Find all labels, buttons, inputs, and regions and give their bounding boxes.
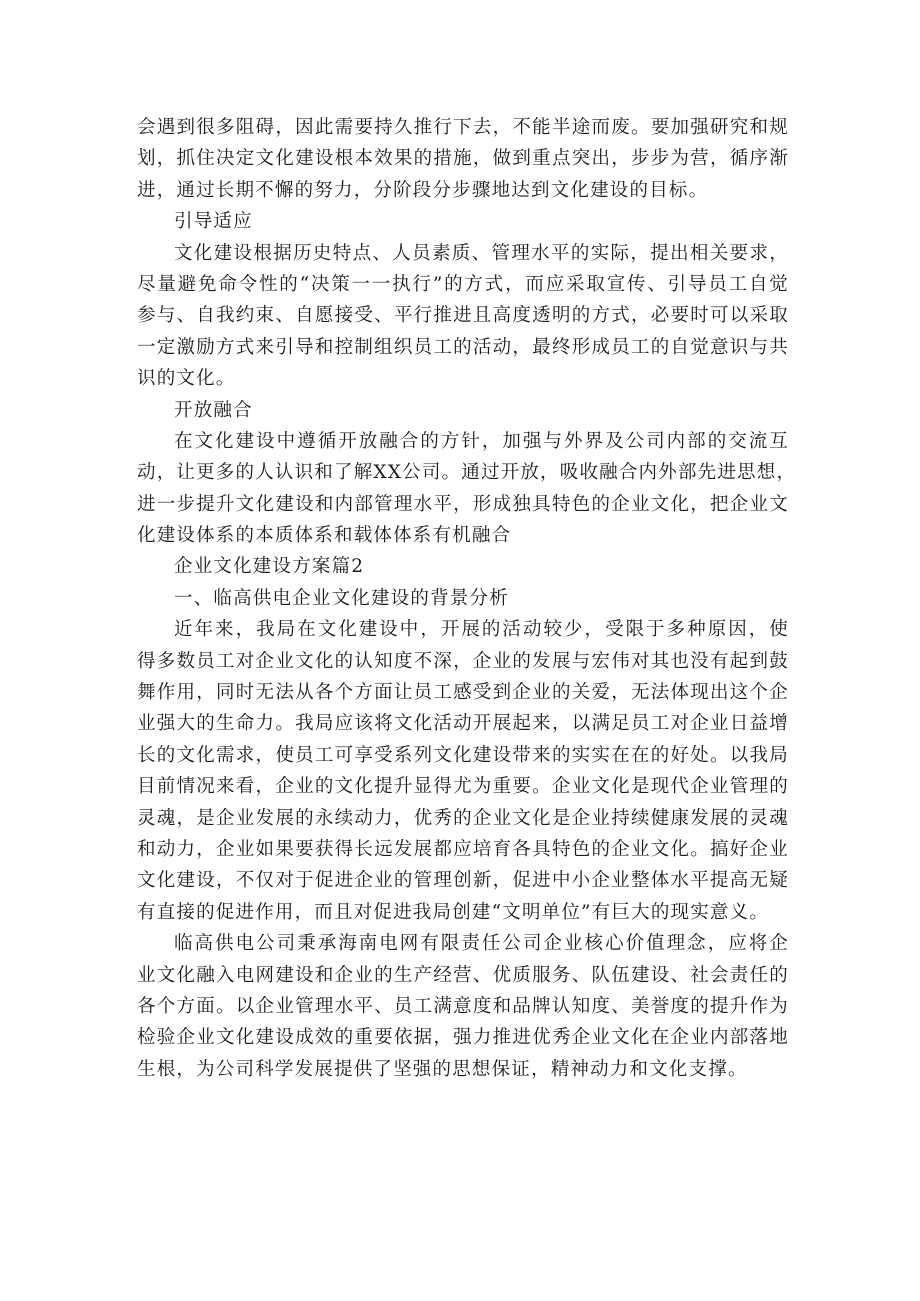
body-text-line: 各个方面。以企业管理水平、员工满意度和品牌认知度、美誉度的提升作为 (137, 995, 789, 1017)
body-text-line: 一定激励方式来引导和控制组织员工的活动，最终形成员工的自觉意识与共 (137, 336, 789, 358)
document-body (137, 112, 797, 1085)
body-text-line: 会遇到很多阻碍，因此需要持久推行下去，不能半途而废。要加强研究和规 (137, 117, 789, 138)
section-heading: 一、临高供电企业文化建设的背景分析 (174, 587, 509, 609)
body-text-line: 尽量避免命令性的“决策一一执行”的方式，而应采取宣传、引导员工自觉 (137, 273, 789, 295)
body-text-line: 检验企业文化建设成效的重要依据，强力推进优秀企业文化在企业内部落地 (137, 1027, 789, 1049)
body-text-line: 识的文化。 (137, 368, 236, 390)
body-text-line: 动，让更多的人认识和了解XX公司。通过开放，吸收融合内外部先进思想， (137, 462, 797, 484)
body-text-line: 长的文化需求，使员工可享受系列文化建设带来的实实在在的好处。以我局 (137, 744, 789, 766)
body-text-line: 舞作用，同时无法从各个方面让员工感受到企业的关爱，无法体现出这个企 (137, 682, 789, 704)
body-text-line: 文化建设根据历史特点、人员素质、管理水平的实际，提出相关要求， (174, 242, 789, 264)
body-text-line: 划，抓住决定文化建设根本效果的措施，做到重点突出，步步为营，循序渐 (137, 148, 789, 170)
body-text-line: 生根，为公司科学发展提供了坚强的思想保证，精神动力和文化支撑。 (137, 1058, 748, 1080)
body-text-line: 临高供电公司秉承海南电网有限责任公司企业核心价值理念，应将企 (174, 933, 789, 955)
body-text-line: 化建设体系的本质体系和载体体系有机融合 (137, 525, 512, 547)
body-text-line: 近年来，我局在文化建设中，开展的活动较少，受限于多种原因，使 (174, 619, 789, 641)
body-text-line: 目前情况来看，企业的文化提升显得尤为重要。企业文化是现代企业管理的 (137, 776, 789, 798)
body-text-line: 参与、自我约束、自愿接受、平行推进且高度透明的方式，必要时可以采取 (137, 305, 789, 327)
body-text-line: 得多数员工对企业文化的认知度不深，企业的发展与宏伟对其也没有起到鼓 (137, 650, 789, 672)
body-text-line: 进，通过长期不懈的努力，分阶段分步骤地达到文化建设的目标。 (137, 179, 709, 201)
body-text-line: 业强大的生命力。我局应该将文化活动开展起来，以满足员工对企业日益增 (137, 713, 789, 735)
body-text-line: 和动力，企业如果要获得长远发展都应培育各具特色的企业文化。搞好企业 (137, 838, 789, 860)
body-text-line: 有直接的促进作用，而且对促进我局创建“文明单位”有巨大的现实意义。 (137, 901, 770, 923)
body-text-line: 灵魂，是企业发展的永续动力，优秀的企业文化是企业持续健康发展的灵魂 (137, 807, 789, 829)
body-text-line: 进一步提升文化建设和内部管理水平，形成独具特色的企业文化，把企业文 (137, 493, 789, 515)
section-heading: 开放融合 (174, 399, 253, 421)
body-text-line: 文化建设，不仅对于促进企业的管理创新，促进中小企业整体水平提高无疑 (137, 870, 789, 892)
body-text-line: 在文化建设中遵循开放融合的方针，加强与外界及公司内部的交流互 (174, 430, 789, 452)
article-title: 企业文化建设方案篇2 (174, 556, 365, 578)
body-text-line: 业文化融入电网建设和企业的生产经营、优质服务、队伍建设、社会责任的 (137, 964, 789, 986)
section-heading: 引导适应 (174, 211, 253, 233)
